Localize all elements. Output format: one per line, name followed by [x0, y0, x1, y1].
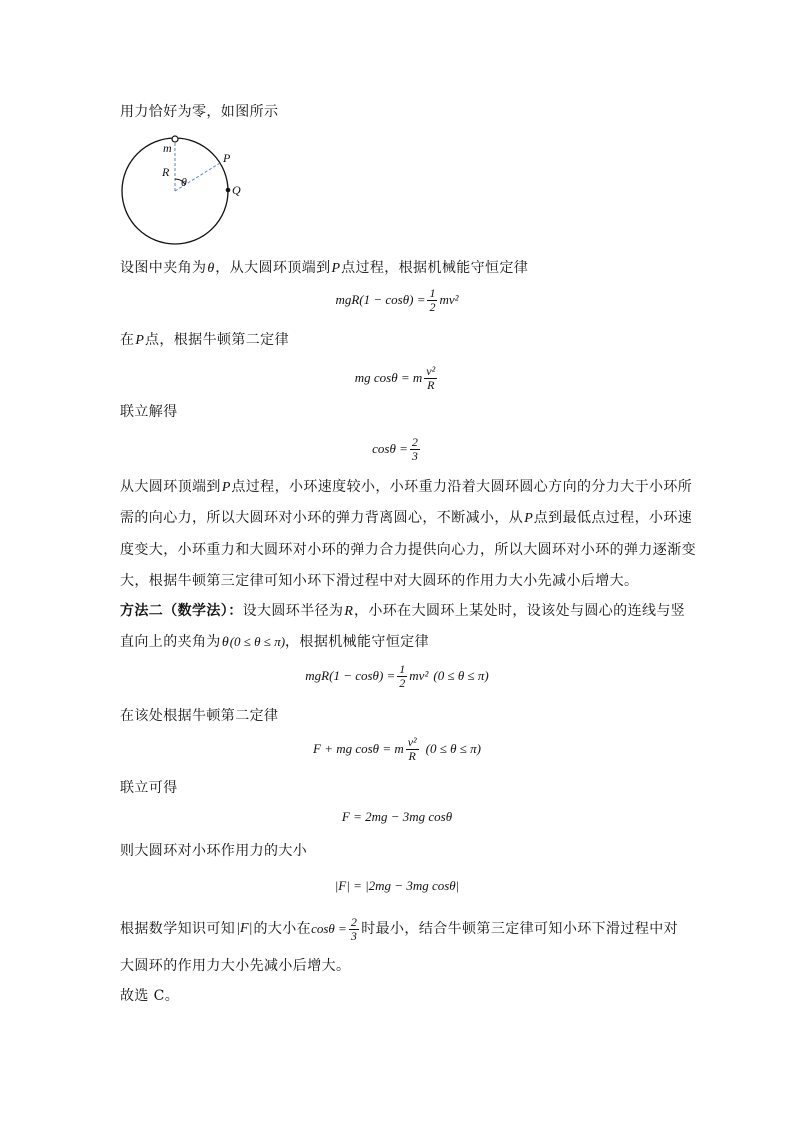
fraction-numerator: 1: [429, 285, 436, 300]
text-line: [120, 632, 429, 652]
text: 设大圆环半径为: [242, 603, 344, 619]
text: 直向上的夹角为: [120, 634, 221, 650]
fraction-denominator: R: [408, 748, 416, 763]
fraction-denominator: 2: [429, 299, 436, 314]
label-p: P: [223, 151, 231, 165]
eq-lhs: mgR(1 − cosθ) =: [305, 668, 396, 683]
text-line: 则大圆环对小环作用力的大小: [120, 843, 308, 859]
text-line: 联立可得: [120, 780, 178, 796]
equation-energy: [0, 285, 794, 315]
equation-energy-general: [0, 661, 794, 691]
fraction: [349, 916, 359, 943]
fraction-denominator: 2: [399, 675, 406, 690]
text-line: 用力恰好为零，如图所示: [120, 104, 279, 120]
fraction: [427, 287, 437, 314]
fraction-denominator: R: [427, 377, 435, 392]
fraction: [410, 436, 420, 463]
eq-text: |F| = |2mg − 3mg cosθ|: [334, 878, 460, 893]
answer-line: 故选 C。: [120, 988, 180, 1004]
text-line: 大，根据牛顿第三定律可知小环下滑过程中对大圆环的作用力大小先减小后增大。: [120, 573, 639, 589]
eq-lhs: mg cosθ = m: [354, 370, 423, 385]
fraction: [397, 663, 407, 690]
text: 根据数学知识可知: [120, 921, 236, 937]
label-q: Q: [232, 183, 241, 197]
var-abs-f: |F|: [236, 921, 253, 936]
var-p: P: [221, 480, 231, 495]
var-theta: θ: [221, 635, 229, 650]
fraction-numerator: 1: [399, 661, 406, 676]
angle-range: (0 ≤ θ ≤ π): [425, 741, 481, 756]
text: ，根据机械能守恒定律: [285, 634, 430, 650]
text: 的大小在: [253, 921, 312, 937]
equation-force-magnitude: [0, 871, 794, 901]
eq-lhs: F + mg cosθ = m: [313, 741, 404, 756]
eq-text: F = 2mg − 3mg cosθ: [341, 809, 453, 824]
var-theta: θ: [207, 261, 215, 276]
eq-rhs: mv²: [409, 668, 429, 683]
fraction-numerator: 2: [411, 434, 418, 449]
text: ，从大圆环顶端到: [215, 260, 331, 276]
text: 从大圆环顶端到: [120, 479, 221, 495]
text-line: [120, 914, 678, 944]
angle-range: (0 ≤ θ ≤ π): [229, 634, 286, 649]
text-line: [120, 601, 685, 621]
label-theta: θ: [181, 175, 187, 189]
equation-force: [0, 802, 794, 832]
ring-diagram: [110, 128, 260, 253]
text: 时最小，结合牛顿第三定律可知小环下滑过程中对: [361, 921, 679, 937]
small-ring-m: [172, 136, 178, 142]
text: 点到最低点过程，小环速: [533, 510, 693, 526]
text-line: 大圆环的作用力大小先减小后增大。: [120, 958, 351, 974]
label-m: m: [163, 141, 172, 155]
text-line: 联立解得: [120, 404, 178, 420]
text-line: [120, 330, 289, 350]
eq-lhs: mgR(1 − cosθ) =: [335, 292, 426, 307]
fraction-numerator: v²: [426, 363, 436, 378]
fraction: [406, 736, 419, 763]
fraction: [424, 365, 437, 392]
var-p: P: [331, 261, 341, 276]
text: 点过程，根据机械能守恒定律: [341, 260, 529, 276]
fraction-denominator: 3: [350, 928, 358, 943]
equation-newton: [0, 363, 794, 393]
var-p: P: [135, 333, 144, 348]
var-p: P: [524, 511, 533, 526]
method-heading: 方法二（数学法）：: [120, 603, 243, 619]
text: 设图中夹角为: [120, 260, 207, 276]
text: 点过程，小环速度较小，小环重力沿着大圆环圆心方向的分力大于小环所: [231, 479, 693, 495]
equation-cos-result: [0, 434, 794, 464]
fraction-numerator: 2: [350, 914, 358, 929]
fraction-denominator: 3: [411, 448, 418, 463]
text: 需的向心力，所以大圆环对小环的弹力背离圆心，不断减小，从: [120, 510, 524, 526]
text-line: [120, 258, 528, 278]
text-line: 度变大，小环重力和大圆环对小环的弹力合力提供向心力，所以大圆环对小环的弹力逐渐变: [120, 542, 696, 558]
text: ，小环在大圆环上某处时，设该处与圆心的连线与竖: [353, 603, 686, 619]
text: 点，根据牛顿第二定律: [144, 332, 289, 348]
inline-cos: cosθ =: [311, 921, 347, 936]
label-r: R: [162, 165, 170, 179]
angle-range: (0 ≤ θ ≤ π): [433, 668, 489, 683]
eq-lhs: cosθ =: [372, 441, 408, 456]
text-line: 在该处根据牛顿第二定律: [120, 708, 279, 724]
text-line: [120, 508, 692, 528]
point-q-dot: [226, 188, 231, 193]
text: 在: [120, 332, 135, 348]
var-r: R: [344, 604, 353, 619]
equation-newton-general: [0, 734, 794, 764]
eq-rhs: mv²: [439, 292, 459, 307]
text-line: [120, 477, 692, 497]
fraction-numerator: v²: [407, 734, 417, 749]
